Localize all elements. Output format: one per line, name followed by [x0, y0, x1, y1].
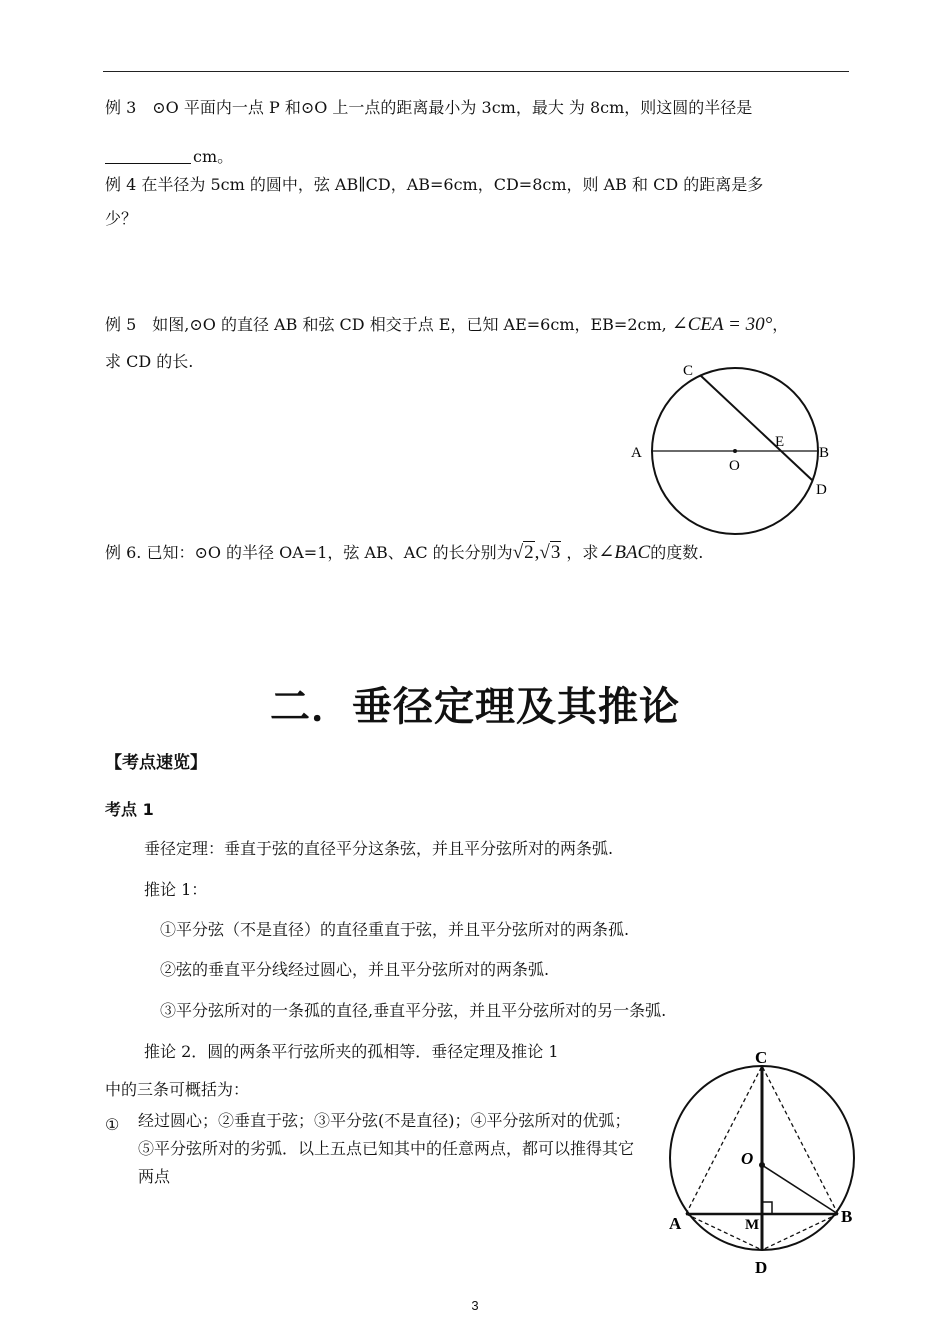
fig2-label-b: B	[841, 1207, 853, 1226]
summary-item-marker: ①	[105, 1115, 120, 1134]
example-5-statement: 例 5 如图,⊙O 的直径 AB 和弦 CD 相交于点 E，已知 AE=6cm，EB=2cm,	[105, 315, 667, 334]
label-e: E	[775, 434, 785, 450]
example-5-comma: ，	[772, 315, 789, 334]
sqrt-3: √3	[539, 542, 561, 563]
answer-unit: cm。	[193, 147, 234, 166]
circle-figure-1	[620, 355, 850, 540]
center-point-o	[733, 449, 737, 453]
example-4-text-cont: 少？	[105, 209, 138, 228]
corollary-1-item-3: ③平分弦所对的一条孤的直径,垂直平分弦，并且平分弦所对的另一条弧.	[160, 1001, 667, 1020]
corollary-1-item-2: ②弦的垂直平分线经过圆心，并且平分弦所对的两条弧.	[160, 960, 550, 979]
fig2-label-c: C	[755, 1048, 768, 1067]
label-c: C	[683, 363, 694, 379]
overview-heading: 【考点速览】	[105, 753, 207, 773]
point-1-heading: 考点 1	[105, 800, 154, 819]
header-rule	[103, 71, 849, 72]
corollary-1-title: 推论 1：	[144, 880, 208, 899]
corollary-2-text-cont: 中的三条可概括为：	[105, 1080, 250, 1099]
sqrt-2: √2	[512, 542, 534, 563]
corollary-1-item-1: ①平分弦（不是直径）的直径重直于弦，并且平分弦所对的两条孤.	[160, 920, 630, 939]
fig2-label-d: D	[755, 1258, 768, 1277]
fig2-label-m: M	[745, 1217, 760, 1233]
center-point-o-2	[759, 1162, 765, 1168]
label-d: D	[816, 482, 827, 498]
label-b: B	[819, 445, 830, 461]
example-6-mid: ，求	[566, 543, 599, 562]
example-5-question: 求 CD 的长.	[105, 352, 194, 371]
example-4-text: 例 4 在半径为 5cm 的圆中，弦 AB∥CD，AB=6cm，CD=8cm，则 AB 和 CD 的距离是多	[105, 175, 764, 194]
label-a: A	[631, 445, 642, 461]
summary-item-text: 经过圆心；②垂直于弦；③平分弦(不是直径)；④平分弦所对的优弧；⑤平分弦所对的劣弧．以上五点已知其中的任意两点，都可以推得其它两点	[138, 1111, 635, 1186]
segment-ac	[686, 1066, 762, 1214]
angle-cea-expression: ∠CEA = 30°	[671, 314, 773, 335]
fig2-label-o: O	[741, 1149, 754, 1168]
theorem-text: 垂径定理：垂直于弦的直径平分这条弦，并且平分弦所对的两条弧.	[144, 839, 614, 858]
example-3-answer-line	[105, 146, 233, 168]
example-6-text: 例 6. 已知：⊙O 的半径 OA=1，弦 AB、AC 的长分别为√2,√3 ，求∠BAC的度数.	[105, 542, 704, 563]
fig2-label-a: A	[669, 1214, 682, 1233]
radius-ob	[762, 1165, 838, 1214]
circle-figure-2	[660, 1040, 870, 1280]
segment-bd	[762, 1214, 838, 1250]
chord-cd	[700, 375, 812, 480]
angle-bac: ∠BAC	[598, 542, 651, 563]
label-o: O	[729, 458, 740, 474]
example-6-prefix: 例 6. 已知：⊙O 的半径 OA=1，弦 AB、AC 的长分别为	[105, 543, 513, 562]
example-6-suffix: 的度数.	[650, 543, 704, 562]
page-number: 3	[471, 1298, 479, 1313]
corollary-2-text: 推论 2．圆的两条平行弦所夹的孤相等．垂径定理及推论 1	[144, 1042, 559, 1061]
section-title: 二．垂径定理及其推论	[270, 684, 680, 730]
example-5-text	[105, 314, 788, 336]
example-3-text: 例 3 ⊙O 平面内一点 P 和⊙O 上一点的距离最小为 3cm，最大 为 8cm，则这圆的半径是	[105, 98, 753, 117]
answer-blank	[105, 147, 191, 164]
segment-bc	[762, 1066, 838, 1214]
